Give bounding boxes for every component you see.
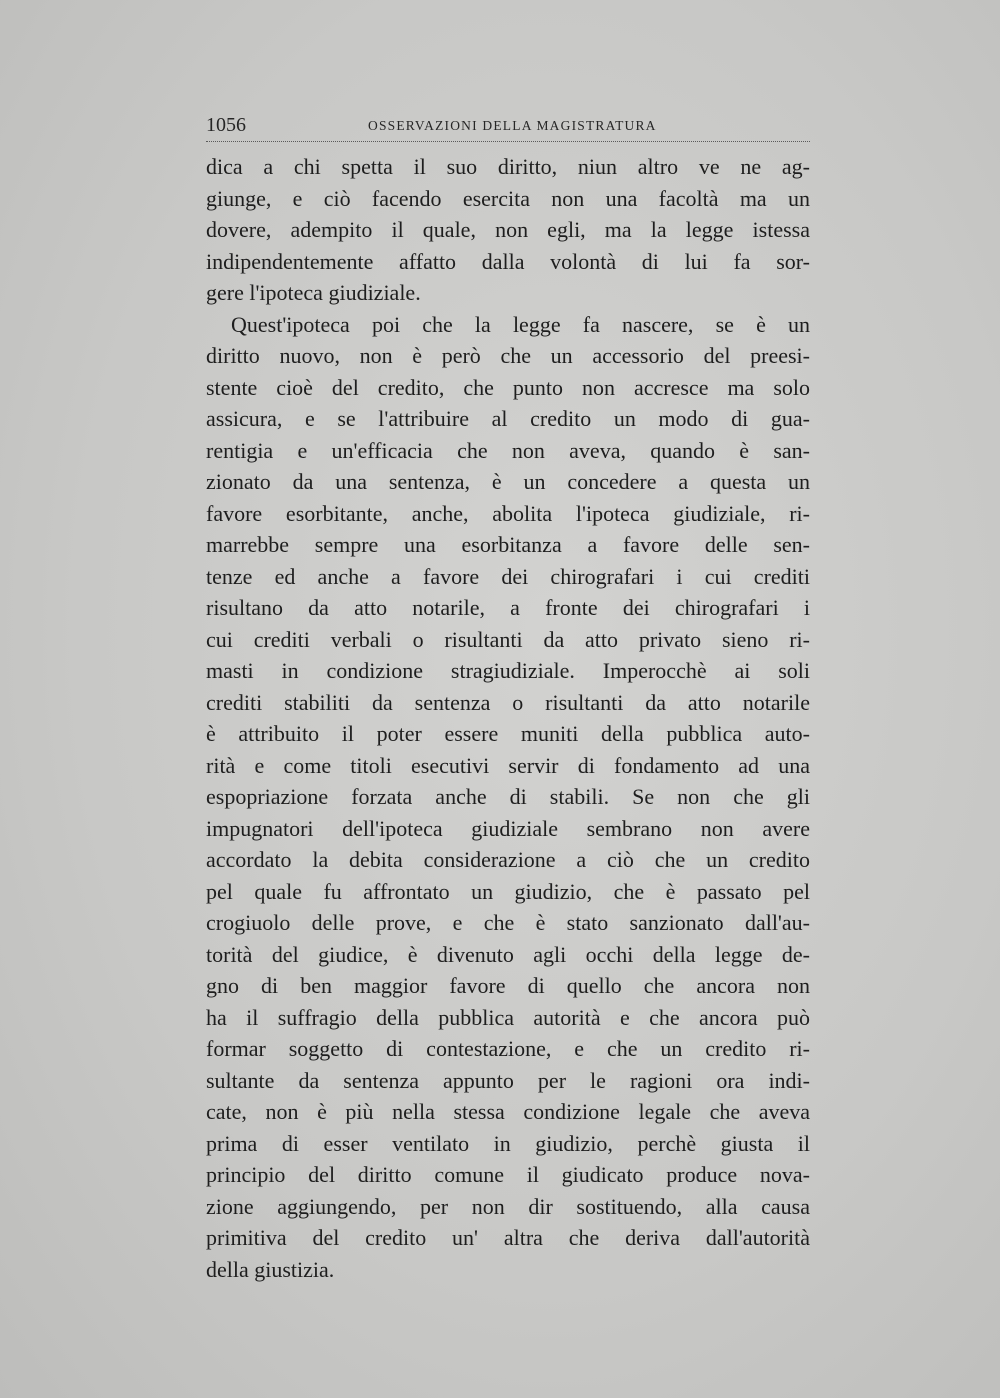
text-line: stente cioè del credito, che punto non accresce ma solo (206, 374, 810, 400)
text-line: zionato da una sentenza, è un concedere a questa un (206, 469, 810, 494)
text-line: prima di esser ventilato in giudizio, perchè giusta il (206, 1130, 810, 1156)
running-head: OSSERVAZIONI DELLA MAGISTRATURA (368, 118, 657, 133)
header-rule (206, 141, 810, 142)
text-line: dovere, adempito il quale, non egli, ma la legge istessa (206, 217, 810, 242)
text-line: ha il suffragio della pubblica autorità e che ancora può (206, 1004, 810, 1030)
text-line: giunge, e ciò facendo esercita non una facoltà ma un (206, 185, 810, 211)
text-line: gere l'ipoteca giudiziale. (206, 280, 421, 305)
text-line: assicura, e se l'attribuire al credito un modo di gua- (206, 406, 810, 431)
text-line: pel quale fu affrontato un giudizio, che è passato pel (206, 878, 810, 904)
text-line: sultante da sentenza appunto per le ragioni ora indi- (206, 1067, 810, 1093)
text-line: tenze ed anche a favore dei chirografari i cui crediti (206, 563, 810, 589)
text-line: impugnatori dell'ipoteca giudiziale sembrano non avere (206, 815, 810, 841)
text-line: crogiuolo delle prove, e che è stato sanzionato dall'au- (206, 910, 810, 935)
body-text (206, 151, 810, 1285)
text-line: primitiva del credito un' altra che deriva dall'autorità (206, 1225, 810, 1250)
text-line: masti in condizione stragiudiziale. Imperocchè ai soli (206, 658, 810, 683)
text-line: indipendentemente affatto dalla volontà di lui fa sor- (206, 248, 810, 274)
text-line: crediti stabiliti da sentenza o risultanti da atto notarile (206, 689, 810, 715)
text-line: diritto nuovo, non è però che un accessorio del preesi- (206, 343, 810, 368)
page-header (206, 114, 810, 138)
text-line: cui crediti verbali o risultanti da atto privato sieno ri- (206, 626, 810, 652)
text-line: Quest'ipoteca poi che la legge fa nascere, se è un (231, 311, 810, 337)
text-line: zione aggiungendo, per non dir sostituendo, alla causa (206, 1193, 810, 1219)
text-line: rentigia e un'efficacia che non aveva, quando è san- (206, 437, 810, 463)
text-line: è attribuito il poter essere muniti della pubblica auto- (206, 721, 810, 746)
text-line: risultano da atto notarile, a fronte dei chirografari i (206, 595, 810, 620)
text-line: della giustizia. (206, 1256, 335, 1282)
text-line: dica a chi spetta il suo diritto, niun altro ve ne ag- (206, 154, 810, 179)
text-line: rità e come titoli esecutivi servir di fondamento ad una (206, 752, 810, 778)
text-line: formar soggetto di contestazione, e che un credito ri- (206, 1036, 810, 1061)
text-line: espopriazione forzata anche di stabili. Se non che gli (206, 784, 810, 809)
text-line: principio del diritto comune il giudicato produce nova- (206, 1162, 810, 1187)
text-line: torità del giudice, è divenuto agli occhi della legge de- (206, 941, 810, 967)
text-line: favore esorbitante, anche, abolita l'ipoteca giudiziale, ri- (206, 500, 810, 526)
text-line: marrebbe sempre una esorbitanza a favore delle sen- (206, 532, 810, 557)
page-number: 1056 (206, 114, 246, 136)
text-line: accordato la debita considerazione a ciò che un credito (206, 847, 810, 872)
text-line: gno di ben maggior favore di quello che ancora non (206, 973, 810, 998)
text-line: cate, non è più nella stessa condizione legale che aveva (206, 1099, 810, 1124)
